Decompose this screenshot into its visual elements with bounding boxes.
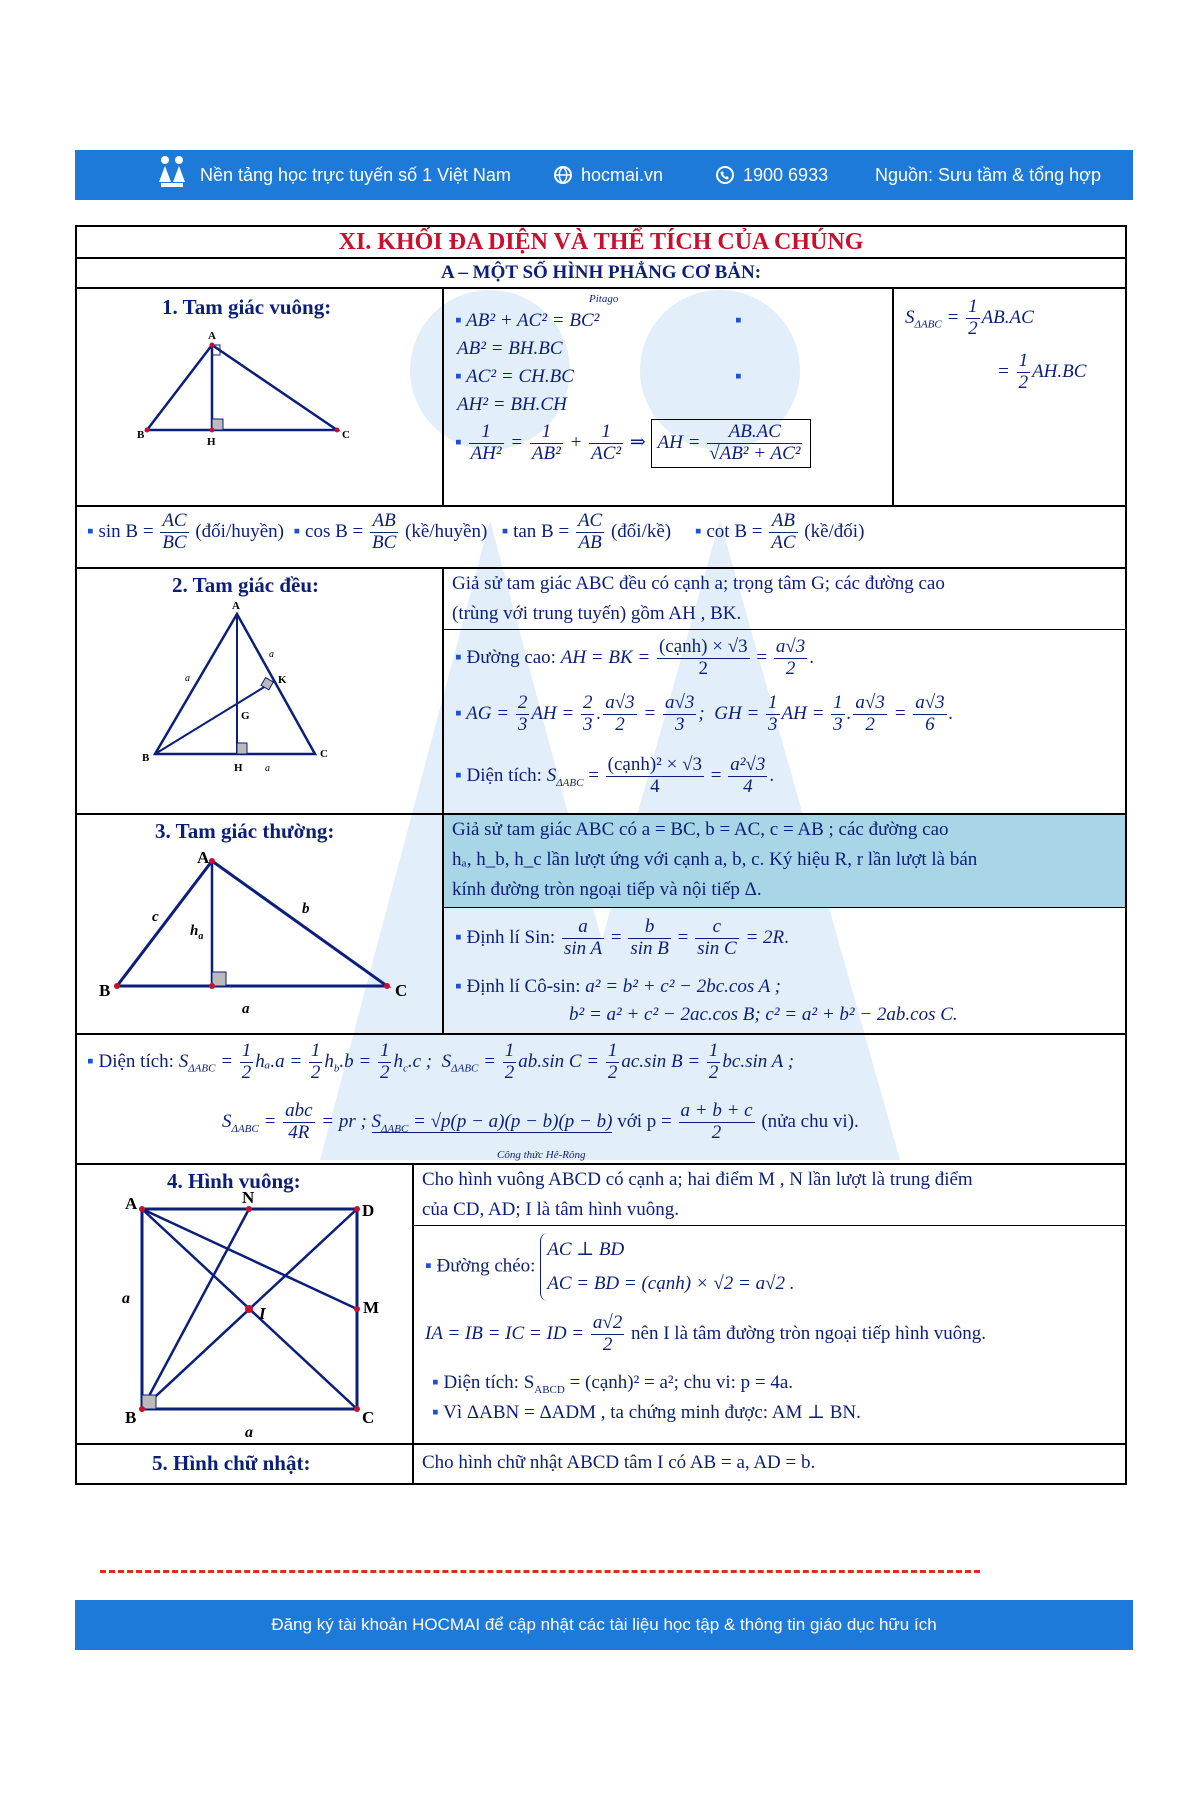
- section-5-intro: Cho hình chữ nhật ABCD tâm I có AB = a, AD = b.: [422, 1452, 816, 1473]
- section-2-title: 2. Tam giác đều:: [172, 573, 320, 597]
- svg-text:b: b: [302, 901, 310, 917]
- height-formula: ▪ $\frac{1}{\text{AH²}}$ = $\frac{1}{\text{AB²}}$ + $\frac{1}{\text{AC²}}$ ⇒ AH = $\frac{AB.AC}{\text{√AB² + AC²}}$: [455, 419, 811, 468]
- square-proof: ▪ Vì ΔABN = ΔADM , ta chứng minh được: AM ⊥ BN.: [432, 1402, 861, 1423]
- pythagoras-formula: ▪ AB² + AC² = BC²: [455, 310, 600, 331]
- svg-text:N: N: [242, 1191, 255, 1207]
- section-5-title: 5. Hình chữ nhật:: [152, 1451, 311, 1475]
- globe-icon: [553, 165, 573, 185]
- area-formula-1: $S_{\Delta ABC}$ = $\frac{1}{2}$ AB.AC: [905, 296, 1034, 339]
- section-square: [77, 1165, 1125, 1445]
- svg-text:A: A: [125, 1194, 138, 1213]
- section-3-intro: Giả sử tam giác ABC có a = BC, b = AC, c = AB ; các đường cao hₐ, h_b, h_c lần lượt ứng với cạnh a, b, c. Ký hiệu R, r lần lượt là bán kính đường tròn ngoại tiếp và nội tiếp Δ.: [444, 815, 1125, 907]
- svg-text:A: A: [197, 851, 210, 867]
- svg-text:I: I: [259, 1304, 266, 1323]
- triangle-area-formulas-1: ▪ Diện tích: $S_{\Delta ABC}$ = $\frac{1}{2}$ hₐ.a = $\frac{1}{2}$ $h_b.b$ = $\frac{1}{2}$ $h_c.c$ ; $S_{\Delta ABC}$ = $\frac{1}{2}$ ab.sin C = $\frac{1}{2}$ ac.sin B = $\frac{1}{2}$ bc.sin A ;: [87, 1040, 795, 1083]
- svg-text:D: D: [362, 1201, 375, 1220]
- page-title: XI. KHỐI ĐA DIỆN VÀ THỂ TÍCH CỦA CHÚNG: [338, 229, 864, 255]
- svg-text:M: M: [363, 1298, 380, 1317]
- trig-ratios: ▪ sin B = $\frac{AC}{BC}$ (đối/huyền) ▪ cos B = $\frac{AB}{BC}$ (kề/huyền) ▪ tan B = $\frac{AC}{AB}$ (đối/kề) ▪ cot B = $\frac{AB}{AC}$ (kề/đối): [87, 510, 865, 553]
- svg-text:ha: $h_a$: [190, 923, 204, 942]
- square-area: ▪ Diện tích: $S_{ABCD}$ = (cạnh)² = a²; chu vi: p = 4a.: [432, 1372, 794, 1396]
- svg-text:C: C: [395, 981, 408, 1000]
- header-slogan: Nền tảng học trực tuyến số 1 Việt Nam: [200, 164, 511, 185]
- svg-text:A: A: [232, 600, 240, 612]
- section-2-intro: Giả sử tam giác ABC đều có cạnh a; trọng tâm G; các đường cao (trùng với trung tuyến) gồm AH , BK.: [452, 573, 945, 624]
- triangle-area-row: ▪ Diện tích: $S_{\Delta ABC}$ = $\frac{1}{2}$ hₐ.a = $\frac{1}{2}$ $h_b.b$ = $\frac{1}{2}$ $h_c.c$ ; $S_{\Delta ABC}$ = $\frac{1}{2}$ ab.sin C = $\frac{1}{2}$ ac.sin B = $\frac{1}{2}$ bc.sin A ; $S_{\Delta ABC}$ = $\frac{\text{abc}}{4R}$ = pr ; $S_{\Delta ABC} = √p(p - a)(p - b)(p - b)$ với p = $\frac{a + b + c}{2}$ (nửa chu vi). Công thức Hê-Rông: [77, 1035, 1125, 1165]
- square-diagonal: ▪ Đường chéo: AC ⊥ BD AC = BD = (cạnh) × √2 = a√2 .: [425, 1233, 795, 1301]
- phone-icon: [715, 165, 735, 185]
- svg-text:A: A: [208, 330, 216, 342]
- square-circumcenter: IA = IB = IC = ID = $\frac{a√2}{2}$ nên I là tâm đường tròn ngoại tiếp hình vuông.: [425, 1312, 986, 1355]
- law-of-cosines: ▪ Định lí Cô-sin: a² = b² + c² − 2bc.cos A ;: [455, 976, 782, 997]
- svg-text:B: B: [137, 429, 145, 441]
- subtitle-row: [77, 259, 1125, 289]
- footer-text: Đăng ký tài khoản HOCMAI để cập nhật các tài liệu học tập & thông tin giáo dục hữu ích: [271, 1615, 937, 1634]
- hocmai-logo-icon: [153, 154, 191, 188]
- trig-row: [77, 507, 1125, 569]
- general-triangle-figure: [97, 851, 427, 1021]
- equilateral-height: ▪ Đường cao: AH = BK = $\frac{\text{(cạnh) × √3}}{2}$ = $\frac{a√3}{2}$ .: [455, 636, 815, 679]
- triangle-area-formulas-2: $S_{\Delta ABC}$ = $\frac{\text{abc}}{4R}$ = pr ; $S_{\Delta ABC} = √p(p - a)(p - b)(p - b)$ với p = $\frac{a + b + c}{2}$ (nửa chu vi).: [222, 1100, 859, 1143]
- svg-text:H: H: [207, 436, 216, 448]
- header-website[interactable]: [553, 165, 663, 186]
- page-subtitle: A – MỘT SỐ HÌNH PHẲNG CƠ BẢN:: [440, 262, 762, 283]
- svg-text:C: C: [342, 429, 350, 441]
- law-of-sines: ▪ Định lí Sin: $\frac{a}{\text{sin A}}$ = $\frac{b}{\text{sin B}}$ = $\frac{c}{\text{sin C}}$ = 2R.: [455, 916, 789, 959]
- header-bar: [75, 150, 1133, 200]
- centroid-formula: ▪ AG = $\frac{2}{3}$ AH = $\frac{2}{3}$ . $\frac{a√3}{2}$ = $\frac{a√3}{3}$ ; GH = $\frac{1}{3}$ AH = $\frac{1}{3}$ . $\frac{a√3}{2}$ = $\frac{a√3}{6}$ .: [455, 692, 954, 735]
- svg-text:a: a: [245, 1424, 253, 1441]
- svg-text:a: a: [269, 649, 274, 660]
- section-4-title: 4. Hình vuông:: [167, 1169, 301, 1193]
- right-triangle-figure: [137, 325, 397, 455]
- svg-text:H: H: [234, 762, 243, 774]
- svg-text:a: a: [242, 1001, 250, 1017]
- square-figure: [97, 1191, 397, 1441]
- section-rectangle: [77, 1445, 1125, 1483]
- equilateral-triangle-figure: [137, 599, 397, 799]
- separator-dashed: [100, 1570, 980, 1573]
- svg-text:C: C: [362, 1408, 375, 1427]
- svg-text:a: a: [265, 763, 270, 774]
- svg-text:c: c: [152, 909, 159, 925]
- footer-bar[interactable]: [75, 1600, 1133, 1650]
- section-equilateral: [77, 569, 1125, 815]
- svg-text:B: B: [99, 981, 111, 1000]
- area-formula-2: = $\frac{1}{2}$ AH.BC: [997, 350, 1087, 393]
- title-row: [77, 227, 1125, 259]
- section-right-triangle: 1. Tam giác vuông: A B H C Pitago ▪ AB² + AC² = BC² ▪ AB² = BH.BC ▪ AC² = CH.BC ▪ AH² = BH.CH ▪ $\frac{1}{\text{AH²}}$ = $\frac{1}{\text{AB²}}$ + $\frac{1}{\text{AC²}}$ ⇒ AH = $\frac{AB.AC}{\text{√AB² + AC²}}$ $S_{\Delta ABC}$ = $\frac{1}{2}$ AB.AC = $\frac{1}{2}$ AH.BC: [77, 289, 1125, 507]
- svg-text:K: K: [278, 674, 287, 686]
- svg-text:B: B: [142, 752, 150, 764]
- svg-text:C: C: [320, 748, 328, 760]
- formula-sheet: [75, 225, 1127, 1485]
- website-label: hocmai.vn: [581, 164, 664, 185]
- equilateral-area: ▪ Diện tích: $S_{\Delta ABC}$ = $\frac{\text{(cạnh)² × √3}}{4}$ = $\frac{\text{a²√3}}{4}$ .: [455, 754, 775, 797]
- header-hotline[interactable]: [715, 165, 828, 186]
- hotline-label: 1900 6933: [743, 164, 829, 185]
- section-3-title: 3. Tam giác thường:: [155, 819, 335, 843]
- svg-text:G: G: [241, 710, 250, 722]
- section-general-triangle: 3. Tam giác thường: A B C c b a $h_a$ Giả sử tam giác ABC có a = BC, b = AC, c = AB ; các đường cao hₐ, h_b, h_c lần lượt ứng với cạnh a, b, c. Ký hiệu R, r lần lượt là bán kính đường tròn ngoại tiếp và nội tiếp Δ. ▪ Định lí Sin: $\frac{a}{\text{sin A}}$ = $\frac{b}{\text{sin B}}$ = $\frac{c}{\text{sin C}}$ = 2R. ▪ Định lí Cô-sin: a² = b² + c² − 2bc.cos A ; b² = a² + c² − 2ac.cos B; c² = a² + b² − 2ab.cos C.: [77, 815, 1125, 1035]
- svg-text:a: a: [122, 1290, 130, 1307]
- svg-text:B: B: [125, 1408, 137, 1427]
- section-1-title: 1. Tam giác vuông:: [162, 295, 332, 319]
- header-source: Nguồn: Sưu tầm & tổng hợp: [875, 164, 1101, 185]
- section-4-intro: Cho hình vuông ABCD có cạnh a; hai điểm M , N lần lượt là trung điểm của CD, AD; I là tâm hình vuông.: [422, 1169, 973, 1220]
- svg-text:a: a: [185, 673, 190, 684]
